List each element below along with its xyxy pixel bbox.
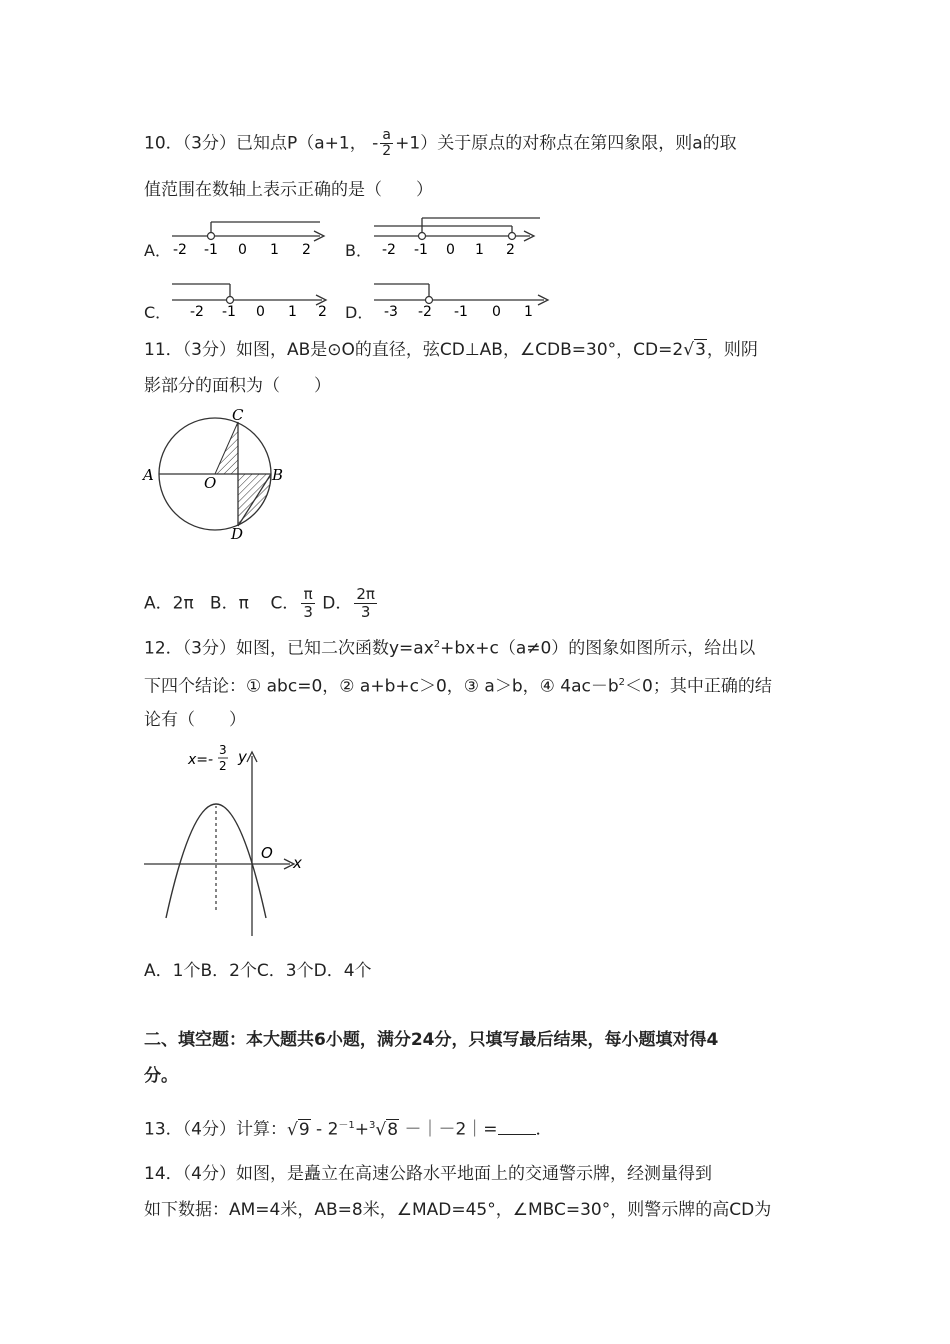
q11-circle-figure	[140, 402, 290, 544]
q11-option-a: A．2π	[144, 593, 194, 614]
q10d-tick-2: -2	[418, 304, 432, 320]
q14-number: 14．	[144, 1164, 183, 1184]
q10d-tick-3: -1	[454, 304, 468, 320]
q10-text-a: 已知点P（a+1，	[235, 133, 367, 154]
q12-x-label: x	[293, 854, 302, 872]
q14-line1	[144, 1162, 712, 1186]
q13-number: 13．	[144, 1119, 183, 1140]
q10-line1	[144, 128, 737, 159]
q12-line2-sup: 2	[618, 677, 626, 688]
q10a-tick-5: 2	[302, 242, 311, 258]
q11-label-d: D	[231, 525, 244, 543]
q13-text: 计算：	[235, 1119, 287, 1140]
q11-line2: 影部分的面积为（ ）	[144, 376, 331, 396]
q10-fraction: $\frac{a}{2}$	[382, 127, 392, 159]
q12-axis-eq-den: 2	[219, 759, 227, 773]
q13-end: ．	[535, 1119, 553, 1140]
q13-cube-index: 3	[369, 1120, 376, 1131]
section2-heading: 二、填空题：本大题共6小题，满分24分，只填写最后结果，每小题填对得4	[144, 1030, 719, 1050]
q11-label-c: C	[232, 406, 244, 424]
q10c-tick-2: -1	[222, 304, 236, 320]
q11-sqrt: √3	[683, 340, 706, 360]
q12-sup: 2	[433, 639, 441, 650]
q11-text-end: ，则阴	[706, 340, 758, 360]
q10-option-a-label: A．	[144, 241, 171, 260]
q11-score: （3分）	[182, 340, 236, 360]
q11-label-o: O	[204, 474, 217, 492]
q10-option-a-numberline	[168, 214, 333, 258]
q11-label-b: B	[272, 466, 284, 484]
q10c-tick-1: -2	[190, 304, 204, 320]
q10-option-b-numberline	[372, 210, 547, 260]
q12-line3: 论有（ ）	[144, 710, 246, 730]
q11-options	[144, 586, 379, 621]
q10a-tick-1: -2	[173, 242, 187, 258]
q10b-tick-5: 2	[506, 242, 515, 258]
q13-sqrt9: √9	[286, 1119, 310, 1140]
q10-option-c-label: C．	[144, 303, 172, 322]
q14-text: 如图，是矗立在高速公路水平地面上的交通警示牌，经测量得到	[235, 1164, 712, 1184]
q12-parabola-figure	[140, 740, 310, 940]
q11-option-c: C．	[270, 593, 300, 614]
q10b-tick-1: -2	[382, 242, 396, 258]
q10-option-d-numberline	[372, 276, 557, 322]
q10-number: 10．	[144, 133, 183, 154]
q13-mid: - 2	[316, 1119, 339, 1140]
q12-axis-eq-num: 3	[219, 743, 227, 757]
q10d-tick-1: -3	[384, 304, 398, 320]
q11-number: 11．	[144, 340, 183, 360]
q10c-tick-4: 1	[288, 304, 297, 320]
q14-score: （4分）	[182, 1164, 236, 1184]
q11-label-a: A	[143, 466, 154, 484]
q12-text: 如图，已知二次函数y=ax	[235, 638, 434, 659]
q14-line2: 如下数据：AM=4米，AB=8米，∠MAD=45°，∠MBC=30°，则警示牌的高CD为	[144, 1200, 772, 1220]
q12-y-label: y	[238, 748, 247, 766]
section2-heading-line2: 分。	[144, 1066, 178, 1086]
q10d-tick-5: 1	[524, 304, 533, 320]
q11-option-d-frac: $\frac{2\pi}{3}$	[356, 585, 375, 621]
q10b-tick-4: 1	[475, 242, 484, 258]
q13-answer-blank	[498, 1120, 536, 1135]
q12-line2a: 下四个结论：① abc=0，② a+b+c＞0，③ a＞b，④ 4ac－b	[144, 676, 619, 697]
q10d-tick-4: 0	[492, 304, 501, 320]
q10-score: （3分）	[182, 133, 236, 154]
q10a-tick-4: 1	[270, 242, 279, 258]
q12-line2	[144, 671, 772, 699]
q11-option-b: B．π	[209, 593, 249, 614]
q12-score: （3分）	[182, 638, 236, 659]
q11-text: 如图，AB是⊙O的直径，弦CD⊥AB，∠CDB=30°，CD=2	[235, 340, 684, 360]
q11-line1	[144, 338, 758, 362]
q10b-tick-3: 0	[446, 242, 455, 258]
q10c-tick-5: 2	[318, 304, 327, 320]
q10c-tick-3: 0	[256, 304, 265, 320]
q10-option-d-label: D．	[345, 303, 374, 322]
q12-origin-label: O	[261, 844, 273, 862]
q10-line2: 值范围在数轴上表示正确的是（ ）	[144, 180, 433, 200]
q13-plus: +	[354, 1119, 370, 1140]
q12-line2b: ＜0；其中正确的结	[625, 676, 772, 697]
q13-sup: －1	[338, 1120, 355, 1131]
q12-text2: +bx+c（a≠0）的图象如图所示，给出以	[440, 638, 756, 659]
q13-score: （4分）	[182, 1119, 236, 1140]
q10-minus: -	[372, 133, 379, 154]
q13-cuberoot: √8	[375, 1119, 399, 1140]
q10b-tick-2: -1	[414, 242, 428, 258]
q10-option-c-numberline	[170, 276, 340, 320]
q13-line	[144, 1114, 553, 1142]
q12-axis-eq-label: x=-	[188, 752, 214, 768]
q13-tail: －｜－2｜=	[404, 1119, 498, 1140]
q12-line1	[144, 633, 755, 661]
q11-option-c-frac: $\frac{\pi}{3}$	[303, 585, 313, 621]
q10a-tick-3: 0	[238, 242, 247, 258]
q11-option-d: D．	[322, 593, 353, 614]
q12-number: 12．	[144, 638, 183, 659]
q10-text-b: +1）关于原点的对称点在第四象限，则a的取	[395, 133, 737, 154]
q12-options: A．1个B．2个C．3个D．4个	[144, 961, 372, 981]
q10-option-b-label: B．	[345, 241, 372, 260]
q10a-tick-2: -1	[204, 242, 218, 258]
